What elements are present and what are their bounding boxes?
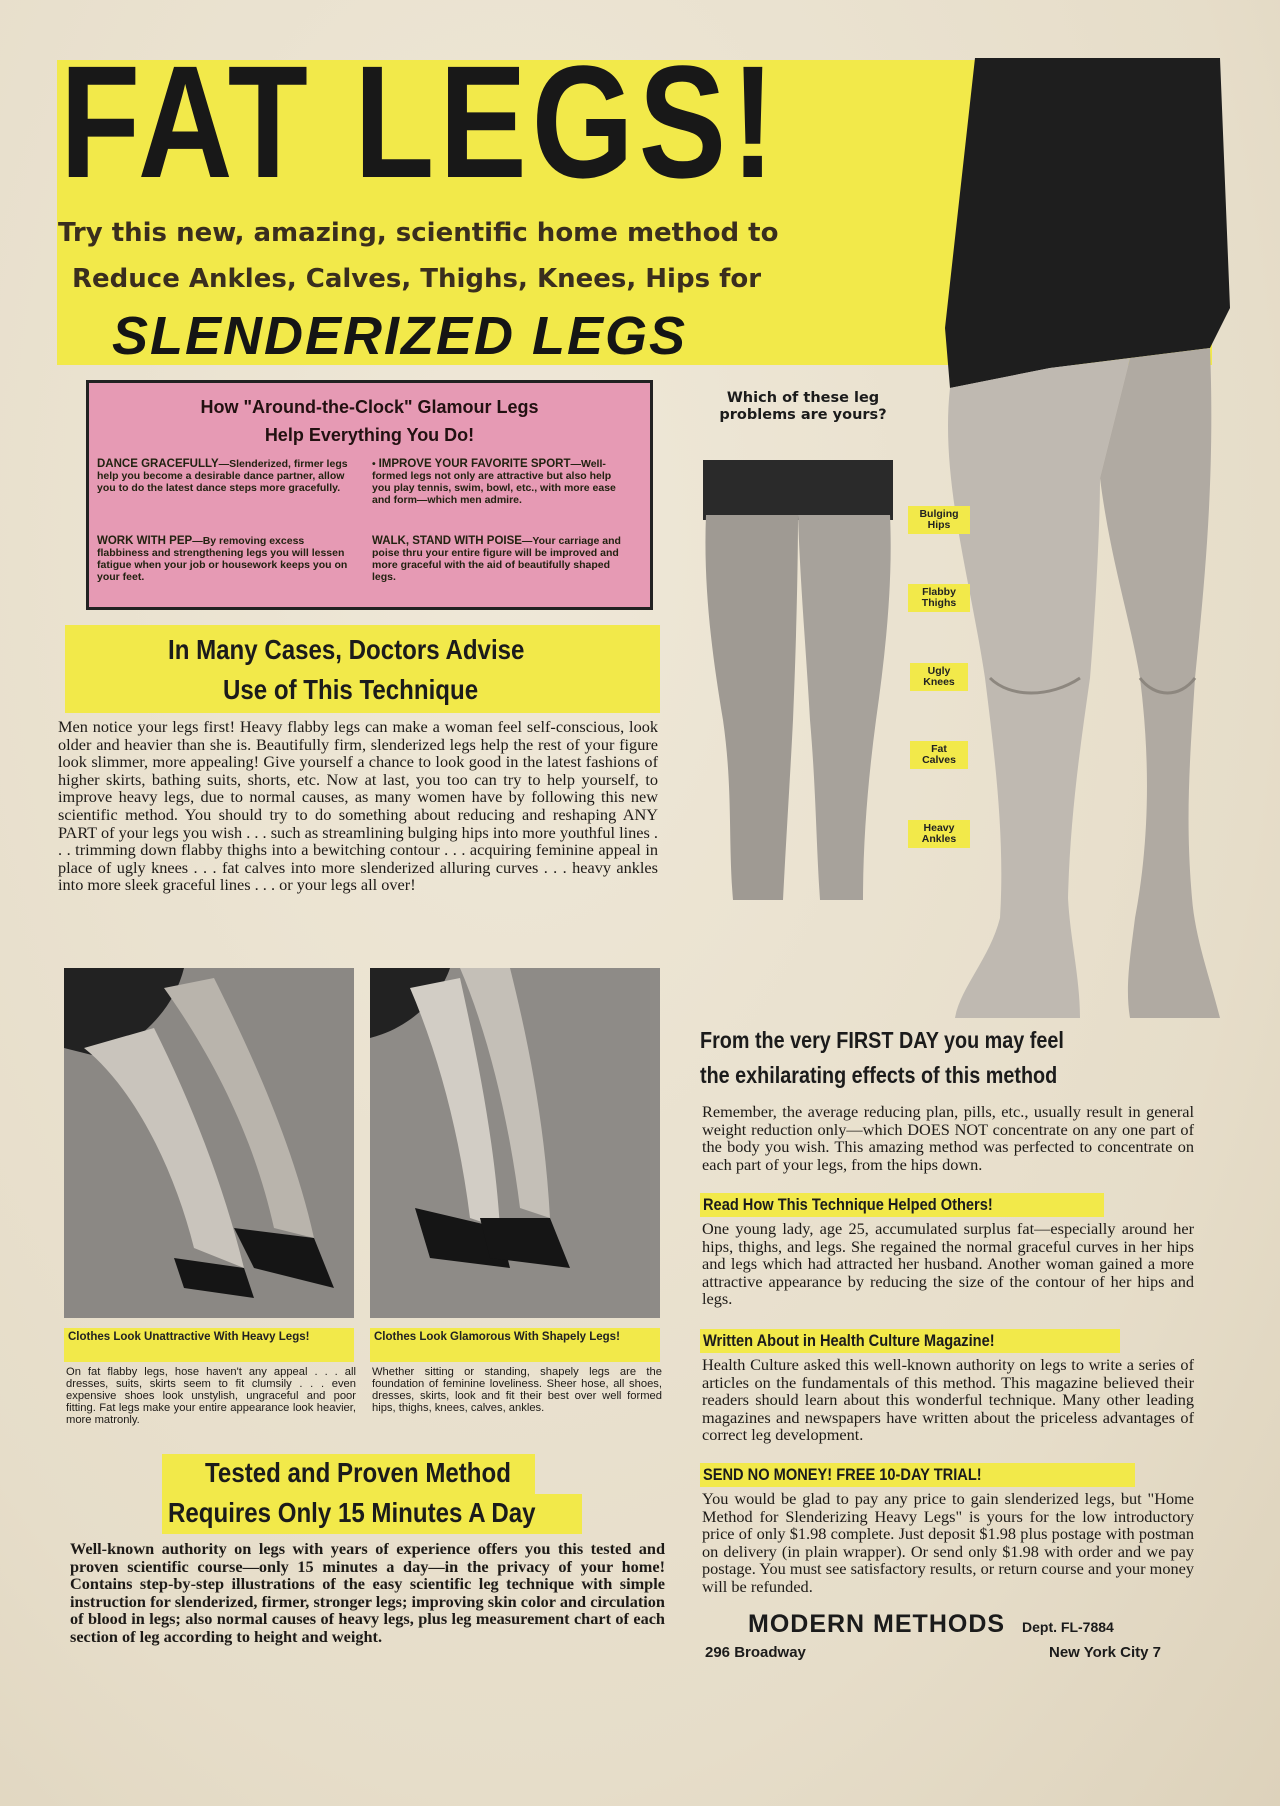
unattractive-caption-text: On fat flabby legs, hose haven't any appeal . . . all dresses, suits, skirts seem to fit clumsily . . . even expensive shoes look unstylish, ungraceful and poor fitting. Fat legs make your entire appearance look heavier, more matronly.: [66, 1366, 356, 1426]
subheadline-2: Reduce Ankles, Calves, Thighs, Knees, Hips for: [72, 264, 762, 294]
first-day-header-1: From the very FIRST DAY you may feel: [700, 1027, 1064, 1053]
problem-heavy-ankles: Heavy Ankles: [908, 820, 970, 848]
first-day-body: Remember, the average reducing plan, pills, etc., usually result in general weight reduction only—which DOES NOT concentrate on any one part of the body you wish. This amazing method was perfected to concentrate on each part of your legs, from the hips down.: [702, 1102, 1194, 1174]
glamorous-caption-head: Clothes Look Glamorous With Shapely Legs!: [370, 1328, 660, 1362]
shapely-legs-photo: [370, 968, 660, 1318]
glamour-title-2: Help Everything You Do!: [264, 425, 475, 445]
benefit-work: WORK WITH PEP—By removing excess flabbiness and strengthening legs you will lessen fatigue when your job or housework keeps you on your feet.: [97, 535, 348, 583]
doctors-header-2: Use of This Technique: [223, 674, 479, 705]
company-name: MODERN METHODS: [748, 1610, 1006, 1638]
helped-body: One young lady, age 25, accumulated surplus fat—especially around her hips, thighs, and legs. She regained the normal graceful curves in her hips and legs which had attracted her husband. Another woman gained a more attractive appearance by reducing the size of the contour of her hips and legs.: [702, 1219, 1194, 1309]
problem-bulging-hips: Bulging Hips: [908, 506, 970, 534]
tested-header-2: Requires Only 15 Minutes A Day: [168, 1497, 536, 1528]
tested-header-1: Tested and Proven Method: [205, 1457, 511, 1488]
benefit-sport: • IMPROVE YOUR FAVORITE SPORT—Well-formed legs not only are attractive but also help you play tennis, swim, bowl, etc., with more ease and form—which men admire.: [372, 458, 616, 506]
problem-flabby-thighs: Flabby Thighs: [908, 584, 970, 612]
headline: FAT LEGS!: [60, 32, 780, 211]
glamour-legs-box: [86, 380, 653, 610]
problem-ugly-knees: Ugly Knees: [910, 663, 968, 691]
magazine-header: Written About in Health Culture Magazine!: [703, 1331, 995, 1350]
trial-body: You would be glad to pay any price to gain slenderized legs, but "Home Method for Slenderizing Heavy Legs" is yours for the low introductory price of only $1.98 complete. Just deposit $1.98 plus postage with postman on delivery (in plain wrapper). Or send only $1.98 with order and we pay postage. You must see satisfactory results, or return course and your money will be refunded.: [702, 1489, 1194, 1596]
glamorous-caption-text: Whether sitting or standing, shapely legs are the foundation of feminine loveliness. Sheer hose, all shoes, dresses, skirts, look and fit their best over well formed hips, thighs, knees, calves, ankles.: [372, 1366, 662, 1414]
department-code: Dept. FL-7884: [1022, 1619, 1114, 1635]
doctors-body: Men notice your legs first! Heavy flabby legs can make a woman feel self-conscious, look older and heavier than she is. Beautifully firm, slenderized legs help the rest of your figure look slimmer, more appealing! Give yourself a chance to look good in the latest fashions of higher skirts, bathing suits, shorts, etc. Now at last, you too can try to help yourself, to improve heavy legs, due to normal causes, as many women have by following this new scientific method. You should try to do something about reducing and reshaping ANY PART of your legs you wish . . . such as streamlining bulging hips into more youthful lines . . . trimming down flabby thighs into a bewitching contour . . . acquiring feminine appeal in place of ugly knees . . . fat calves into more slenderized alluring curves . . . heavy ankles into more sleek graceful lines . . . or your legs all over!: [58, 717, 658, 895]
glamour-title-1: How "Around-the-Clock" Glamour Legs: [200, 397, 539, 417]
unattractive-caption-head: Clothes Look Unattractive With Heavy Legs!: [64, 1328, 354, 1362]
tested-body: Well-known authority on legs with years of experience offers you this tested and proven scientific course—only 15 minutes a day—in the privacy of your home! Contains step-by-step illustrations of the easy scientific leg technique with simple instruction for slenderized, firmer, stronger legs; improving skin color and circulation of blood in legs; also normal causes of heavy legs, plus leg measurement chart of each section of leg according to height and weight.: [70, 1539, 665, 1646]
magazine-body: Health Culture asked this well-known authority on legs to write a series of articles on the fundamentals of this method. This magazine believed their readers should learn about this wonderful technique. Many other leading magazines and newspapers have written about the priceless advantages of correct leg development.: [702, 1355, 1194, 1445]
heavy-legs-photo: [64, 968, 354, 1318]
slenderized-legs-title: SLENDERIZED LEGS: [112, 306, 688, 366]
model-legs-illustration: [930, 58, 1230, 1018]
street-address: 296 Broadway: [705, 1644, 806, 1661]
doctors-header-1: In Many Cases, Doctors Advise: [168, 634, 525, 665]
subheadline-1: Try this new, amazing, scientific home method to: [58, 218, 779, 248]
first-day-header-2: the exhilarating effects of this method: [700, 1062, 1058, 1088]
benefit-dance: DANCE GRACEFULLY—Slenderized, firmer legs help you become a desirable dance partner, allow you to do the latest dance steps more gracefully.: [97, 458, 348, 494]
which-problems-label: Which of these leg problems are yours?: [719, 390, 887, 423]
trial-header: SEND NO MONEY! FREE 10-DAY TRIAL!: [703, 1465, 982, 1484]
helped-header: Read How This Technique Helped Others!: [703, 1195, 993, 1214]
benefit-walk: WALK, STAND WITH POISE—Your carriage and poise thru your entire figure will be improved and more graceful with the aid of beautifully shaped legs.: [372, 535, 621, 583]
city-address: New York City 7: [1049, 1644, 1161, 1661]
problem-fat-calves: Fat Calves: [910, 741, 968, 769]
heavy-legs-illustration: [698, 460, 898, 905]
